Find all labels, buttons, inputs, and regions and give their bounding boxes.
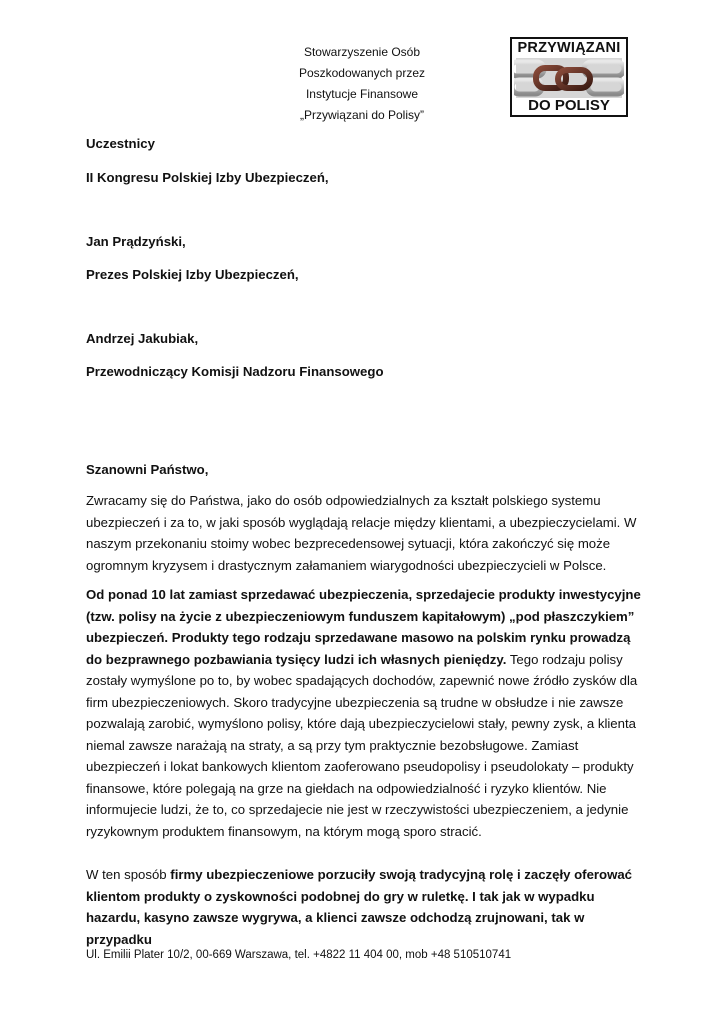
paragraph-2-rest: Tego rodzaju polisy zostały wymyślone po to, by wobec spadających dochodów, zapewnić nowe źródło zysków dla firm ubezpieczeniowych. Skoro tradycyjne ubezpieczenia są trudne w obsłudze i nie zawsze pozwalają zarobić, wymyślono polisy, które dają ubezpieczycielowi stały, pewny zysk, a klienta niemal zawsze narażają na straty, a są przy tym praktycznie bezobsługowe. Zamiast ubezpieczeń i lokat bankowych klientom zaoferowano pseudopolisy i pseudolokaty – produkty finansowe, które polegają na grze na giełdach na odpowiedzialność i ryzyko klientów. Nie informujecie ludzi, że to, co sprzedajecie nie jest w rzeczywistości ubezpieczeniem, a jedynie ryzykownym produktem finansowym, na którym mogą sporo stracić.: [86, 651, 638, 839]
paragraph-3-start: W ten sposób: [86, 867, 171, 882]
logo-bottom-text: DO POLISY: [528, 97, 610, 114]
org-line-3: Instytucje Finansowe: [305, 87, 419, 101]
addressee-line-1: Uczestnicy: [86, 136, 155, 151]
addressee-person-1-name: Jan Prądzyński,: [86, 234, 186, 249]
paragraph-1: Zwracamy się do Państwa, jako do osób odpowiedzialnych za kształt polskiego systemu ubezpieczeń i za to, w jaki sposób wyglądają relacje między klientami, a ubezpieczycielami. W naszym przekonaniu stoimy wobec bezprecedensowej sytuacji, która zakończyć się może ogromnym kryzysem i drastycznym załamaniem wiarygodności ubezpieczycieli w Polsce.: [86, 493, 637, 573]
addressee-person-2-name: Andrzej Jakubiak,: [86, 331, 199, 346]
addressee-person-1-title: Prezes Polskiej Izby Ubezpieczeń,: [86, 267, 299, 282]
org-line-4: „Przywiązani do Polisy”: [299, 108, 425, 122]
footer-address: Ul. Emilii Plater 10/2, 00-669 Warszawa, tel. +4822 11 404 00, mob +48 510510741: [86, 949, 512, 961]
org-line-2: Poszkodowanych przez: [298, 66, 426, 80]
logo-top-text: PRZYWIĄZANI: [517, 40, 621, 56]
organization-name: [272, 42, 452, 126]
paragraph-3-bold: firmy ubezpieczeniowe porzuciły swoją tradycyjną rolę i zaczęły oferować klientom produkty o zyskowności podobnej do gry w ruletkę. I tak jak w wypadku hazardu, kasyno zawsze wygrywa, a klienci zawsze odchodzą zrujnowani, tak w przypadku: [86, 867, 633, 947]
paragraph-2: [86, 584, 646, 842]
paragraph-2-bold: Od ponad 10 lat zamiast sprzedawać ubezpieczenia, sprzedajecie produkty inwestycyjne (tzw. polisy na życie z ubezpieczeniowym funduszem kapitałowym) „pod płaszczykiem” ubezpieczeń. Produkty tego rodzaju sprzedawane masowo na polskim rynku prowadzą do bezprawnego pozbawiania tysięcy ludzi ich własnych pieniędzy.: [86, 587, 641, 667]
addressee-person-2-title: Przewodniczący Komisji Nadzoru Finansowego: [86, 364, 384, 379]
paragraph-3: [86, 864, 646, 950]
association-logo: [510, 37, 628, 117]
salutation: Szanowni Państwo,: [86, 462, 209, 477]
chain-icon: [514, 56, 624, 100]
org-line-1: Stowarzyszenie Osób: [303, 45, 421, 59]
addressee-line-2: II Kongresu Polskiej Izby Ubezpieczeń,: [86, 170, 329, 185]
